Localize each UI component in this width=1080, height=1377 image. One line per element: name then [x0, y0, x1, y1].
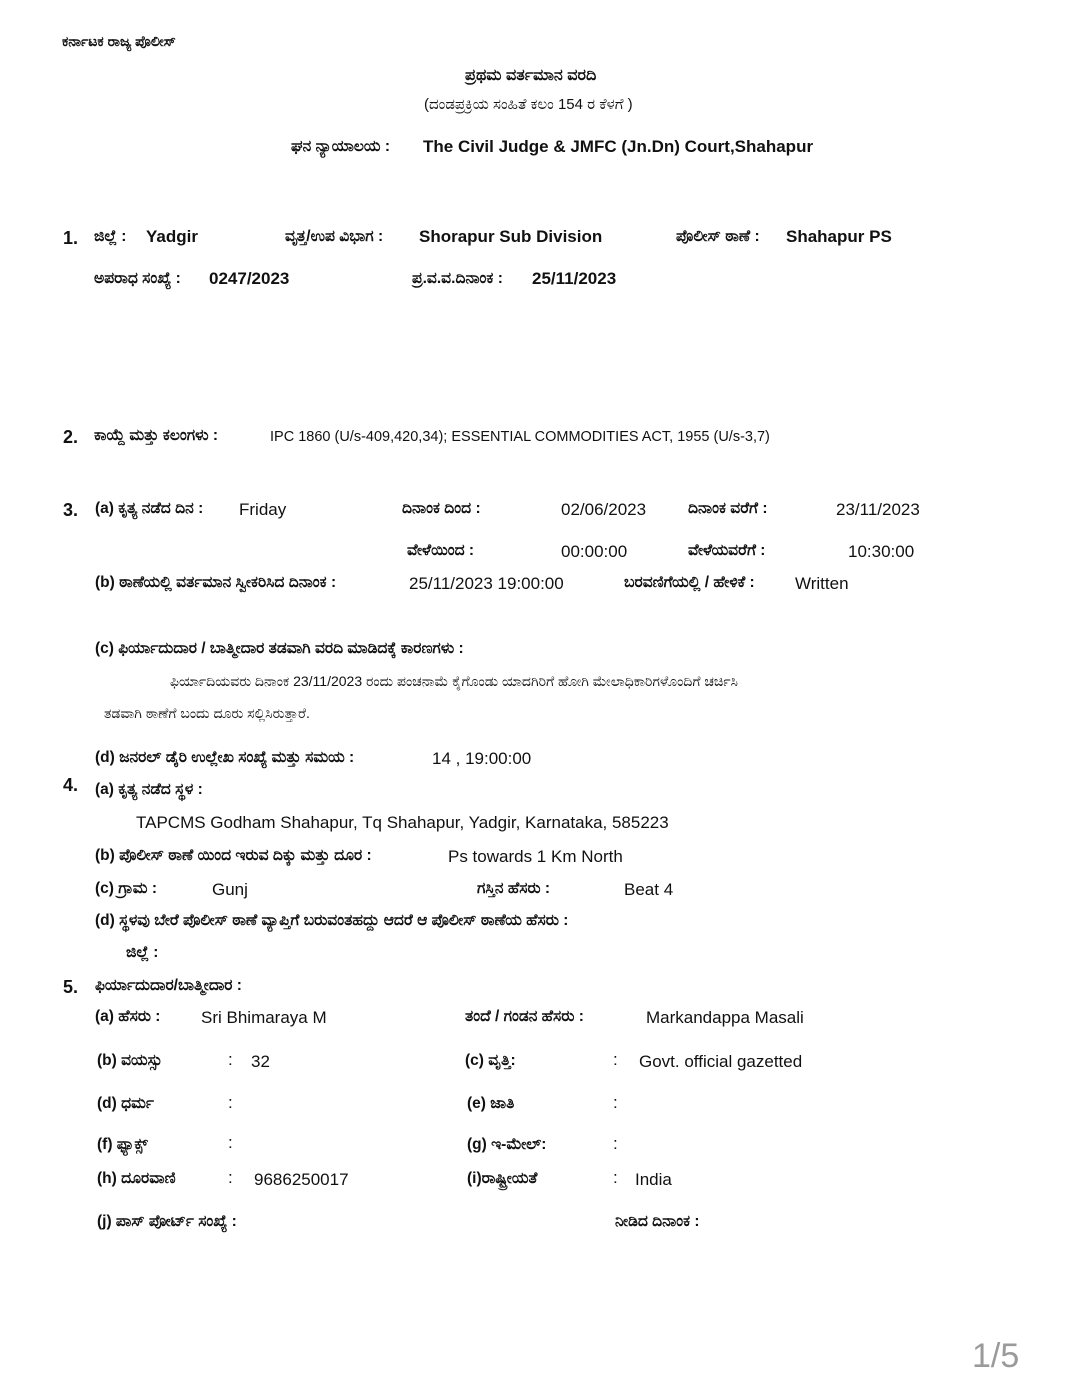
- village-value: Gunj: [212, 880, 248, 899]
- to-date-value: 23/11/2023: [836, 500, 920, 519]
- court-label: ಘನ ನ್ಯಾಯಾಲಯ :: [291, 138, 390, 155]
- direction-distance-value: Ps towards 1 Km North: [448, 847, 623, 866]
- nationality-colon: :: [613, 1168, 618, 1187]
- beat-label: ಗಸ್ತಿನ ಹೆಸರು :: [477, 880, 551, 897]
- direction-distance-label: (b) ಪೊಲೀಸ್ ಠಾಣೆ ಯಿಂದ ಇರುವ ದಿಕ್ಕು ಮತ್ತು ದೂರ :: [95, 847, 372, 864]
- page-indicator: 1/5: [972, 1337, 1020, 1375]
- passport-label: (j) ಪಾಸ್ ಪೋರ್ಟ್ ಸಂಖ್ಯೆ :: [97, 1213, 237, 1230]
- from-date-value: 02/06/2023: [561, 500, 647, 519]
- issued-date-label: ನೀಡಿದ ದಿನಾಂಕ :: [615, 1213, 700, 1230]
- occupation-label: (c) ವೃತ್ತಿ:: [465, 1052, 516, 1069]
- received-date-value: 25/11/2023 19:00:00: [409, 574, 564, 593]
- document-title: ಪ್ರಥಮ ವರ್ತಮಾನ ವರದಿ: [465, 67, 597, 84]
- delay-reason-label: (c) ಫಿರ್ಯಾದುದಾರ / ಬಾತ್ಮೀದಾರ ತಡವಾಗಿ ವರದಿ ಮಾಡಿದಕ್ಕೆ ಕಾರಣಗಳು :: [95, 640, 464, 657]
- section-2-number: 2.: [63, 427, 79, 447]
- fax-colon: :: [228, 1133, 233, 1152]
- village-label: (c) ಗ್ರಾಮ :: [95, 880, 157, 897]
- phone-colon: :: [228, 1168, 233, 1187]
- acts-value: IPC 1860 (U/s-409,420,34); ESSENTIAL COMMODITIES ACT, 1955 (U/s-3,7): [270, 429, 770, 445]
- delay-reason-line-2: ತಡವಾಗಿ ಠಾಣೆಗೆ ಬಂದು ದೂರು ಸಲ್ಲಿಸಿರುತ್ತಾರೆ.: [104, 705, 310, 721]
- delay-reason-line-1: ಫಿರ್ಯಾದಿಯವರು ದಿನಾಂಕ 23/11/2023 ರಂದು ಪಂಚನಾಮೆ ಕೈಗೊಂಡು ಯಾದಗಿರಿಗೆ ಹೋಗಿ ಮೇಲಾಧಿಕಾರಿಗಳೊಂದಿಗೆ ಚರ್ಚಿಸಿ: [170, 673, 738, 689]
- complainant-label: ಫಿರ್ಯಾದುದಾರ/ಬಾತ್ಮೀದಾರ :: [95, 977, 242, 994]
- district-label: ಜಿಲ್ಲೆ :: [94, 228, 127, 245]
- other-ps-label: (d) ಸ್ಥಳವು ಬೇರೆ ಪೊಲೀಸ್ ಠಾಣೆ ವ್ಯಾಪ್ತಿಗೆ ಬರುವಂತಹದ್ದು ಆದರೆ ಆ ಪೊಲೀಸ್ ಠಾಣೆಯ ಹೆಸರು :: [95, 912, 569, 929]
- place-value: TAPCMS Godham Shahapur, Tq Shahapur, Yadgir, Karnataka, 585223: [136, 813, 669, 832]
- section-4-number: 4.: [63, 775, 79, 795]
- crime-number-value: 0247/2023: [209, 269, 290, 288]
- district-value: Yadgir: [146, 227, 198, 246]
- org-name: ಕರ್ನಾಟಕ ರಾಜ್ಯ ಪೊಲೀಸ್: [62, 33, 176, 49]
- section-3-number: 3.: [63, 500, 79, 520]
- section-5-number: 5.: [63, 977, 79, 997]
- police-station-value: Shahapur PS: [786, 227, 892, 246]
- from-date-label: ದಿನಾಂಕ ದಿಂದ :: [402, 500, 481, 517]
- email-label: (g) ಇ-ಮೇಲ್:: [467, 1136, 547, 1153]
- place-label: (a) ಕೃತ್ಯ ನಡೆದ ಸ್ಥಳ :: [95, 781, 203, 798]
- from-time-value: 00:00:00: [561, 542, 628, 561]
- phone-value: 9686250017: [254, 1170, 349, 1189]
- occupation-value: Govt. official gazetted: [639, 1052, 803, 1071]
- to-time-value: 10:30:00: [848, 542, 915, 561]
- general-diary-label: (d) ಜನರಲ್ ಡೈರಿ ಉಲ್ಲೇಖ ಸಂಖ್ಯೆ ಮತ್ತು ಸಮಯ :: [95, 749, 355, 766]
- name-label: (a) ಹೆಸರು :: [95, 1008, 161, 1025]
- religion-label: (d) ಧರ್ಮ: [97, 1095, 154, 1112]
- subdivision-value: Shorapur Sub Division: [419, 227, 603, 246]
- acts-label: ಕಾಯ್ದೆ ಮತ್ತು ಕಲಂಗಳು :: [94, 427, 218, 444]
- other-ps-district-label: ಜಿಲ್ಲೆ :: [126, 944, 159, 961]
- name-value: Sri Bhimaraya M: [201, 1008, 327, 1027]
- court-value: The Civil Judge & JMFC (Jn.Dn) Court,Shahapur: [423, 137, 814, 156]
- occurrence-day-value: Friday: [239, 500, 287, 519]
- beat-value: Beat 4: [624, 880, 674, 899]
- religion-colon: :: [228, 1093, 233, 1112]
- father-name-value: Markandappa Masali: [646, 1008, 804, 1027]
- subdivision-label: ವೃತ್ತ/ಉಪ ವಿಭಾಗ :: [285, 228, 384, 245]
- nationality-label: (i)ರಾಷ್ಟ್ರೀಯತೆ: [467, 1170, 538, 1187]
- received-date-label: (b) ಠಾಣೆಯಲ್ಲಿ ವರ್ತಮಾನ ಸ್ವೀಕರಿಸಿದ ದಿನಾಂಕ :: [95, 574, 337, 591]
- phone-label: (h) ದೂರವಾಣಿ: [97, 1170, 176, 1187]
- fir-date-label: ಪ್ರ.ವ.ವ.ದಿನಾಂಕ :: [412, 270, 503, 287]
- father-name-label: ತಂದೆ / ಗಂಡನ ಹೆಸರು :: [465, 1008, 584, 1025]
- document-subtitle: (ದಂಡಪ್ರಕ್ರಿಯ ಸಂಹಿತೆ ಕಲಂ 154 ರ ಕೆಳಗೆ ): [424, 96, 633, 113]
- age-colon: :: [228, 1050, 233, 1069]
- fir-date-value: 25/11/2023: [532, 269, 617, 288]
- fax-label: (f) ಫ್ಯಾಕ್ಸ್: [97, 1136, 148, 1153]
- from-time-label: ವೇಳೆಯಿಂದ :: [407, 542, 475, 559]
- crime-number-label: ಅಪರಾಧ ಸಂಖ್ಯೆ :: [94, 270, 181, 287]
- nationality-value: India: [635, 1170, 672, 1189]
- occupation-colon: :: [613, 1050, 618, 1069]
- occurrence-day-label: (a) ಕೃತ್ಯ ನಡೆದ ದಿನ :: [95, 500, 204, 517]
- mode-value: Written: [795, 574, 849, 593]
- general-diary-value: 14 , 19:00:00: [432, 749, 532, 768]
- caste-label: (e) ಜಾತಿ: [467, 1095, 515, 1112]
- to-date-label: ದಿನಾಂಕ ವರೆಗೆ :: [688, 500, 768, 517]
- to-time-label: ವೇಳೆಯವರೆಗೆ :: [688, 542, 766, 559]
- email-colon: :: [613, 1134, 618, 1153]
- section-1-number: 1.: [63, 228, 79, 248]
- age-label: (b) ವಯಸ್ಸು: [97, 1052, 163, 1069]
- caste-colon: :: [613, 1093, 618, 1112]
- age-value: 32: [251, 1052, 270, 1071]
- police-station-label: ಪೊಲೀಸ್ ಠಾಣೆ :: [676, 228, 760, 245]
- mode-label: ಬರವಣಿಗೆಯಲ್ಲಿ / ಹೇಳಿಕೆ :: [624, 574, 755, 591]
